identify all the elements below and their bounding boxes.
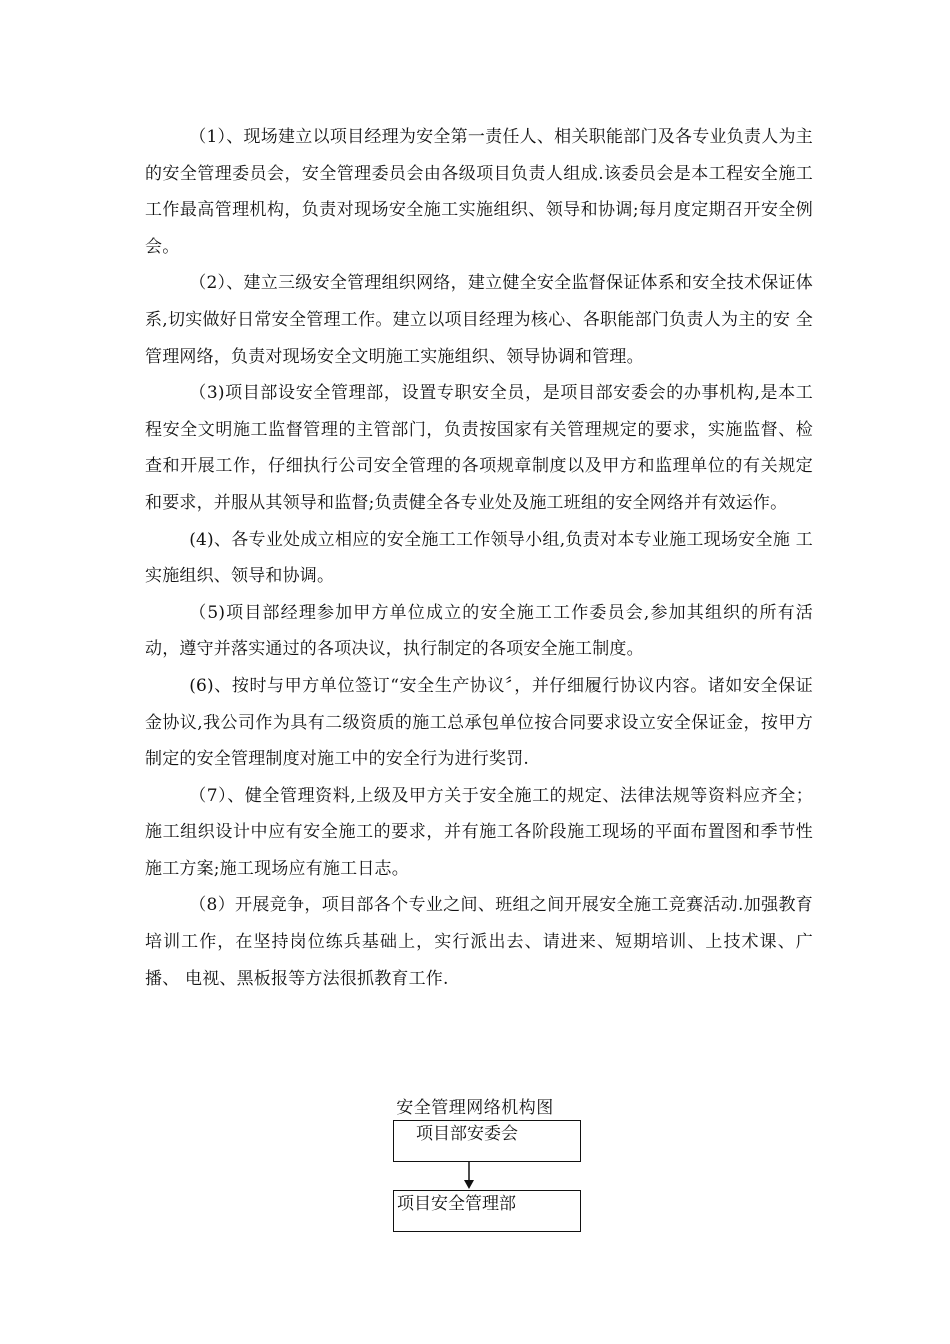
- down-arrow-icon: [462, 1162, 476, 1190]
- org-box-committee: [393, 1120, 581, 1162]
- paragraph-2: （2）、建立三级安全管理组织网络，建立健全安全监督保证体系和安全技术保证体 系,切实做好日常安全管理工作。建立以项目经理为核心、各职能部门负责人为主的安 全管理网络，负责对现场安全文明施工实施组织、领导协调和管理。: [145, 273, 813, 367]
- paragraph-8: （8）开展竞争，项目部各个专业之间、班组之间开展安全施工竞赛活动.加强教育培训工作，在坚持岗位练兵基础上，实行派出去、请进来、短期培训、上技术课、广播、 电视、黑板报等方法很抓教育工作.: [145, 895, 813, 989]
- org-box-safety-dept: [393, 1190, 581, 1232]
- org-box-committee-label: 项目部安委会: [416, 1124, 518, 1144]
- paragraph-1: （1）、现场建立以项目经理为安全第一责任人、相关职能部门及各专业负责人为主的安全管理委员会，安全管理委员会由各级项目负责人组成.该委员会是本工程安全施工工作最高管理机构，负责对现场安全施工实施组织、领导和协调;每月度定期召开安全例会。: [145, 127, 813, 257]
- paragraph-4: (4)、各专业处成立相应的安全施工工作领导小组,负责对本专业施工现场安全施 工实施组织、领导和协调。: [145, 529, 813, 587]
- org-box-safety-dept-label: 项目安全管理部: [397, 1194, 516, 1214]
- paragraph-3: （3)项目部设安全管理部，设置专职安全员，是项目部安委会的办事机构,是本工程安全文明施工监督管理的主管部门，负责按国家有关管理规定的要求，实施监督、检查和开展工作，仔细执行公司安全管理的各项规章制度以及甲方和监理单位的有关规定和要求，并服从其领导和监督;负责健全各专业处及施工班组的安全网络并有效运作。: [145, 383, 813, 513]
- document-body: [145, 119, 813, 997]
- paragraph-5: （5)项目部经理参加甲方单位成立的安全施工工作委员会,参加其组织的所有活动，遵守并落实通过的各项决议，执行制定的各项安全施工制度。: [145, 602, 813, 660]
- paragraph-7: （7）、健全管理资料,上级及甲方关于安全施工的规定、法律法规等资料应齐全；施工组织设计中应有安全施工的要求，并有施工各阶段施工现场的平面布置图和季节性施工方案;施工现场应有施工日志。: [145, 785, 813, 879]
- paragraph-6: (6)、按时与甲方单位签订“安全生产协议〞，并仔细履行协议内容。诸如安全保证金协议,我公司作为具有二级资质的施工总承包单位按合同要求设立安全保证金，按甲方制定的安全管理制度对施工中的安全行为进行奖罚.: [145, 675, 813, 770]
- org-chart-title: 安全管理网络机构图: [396, 1098, 554, 1118]
